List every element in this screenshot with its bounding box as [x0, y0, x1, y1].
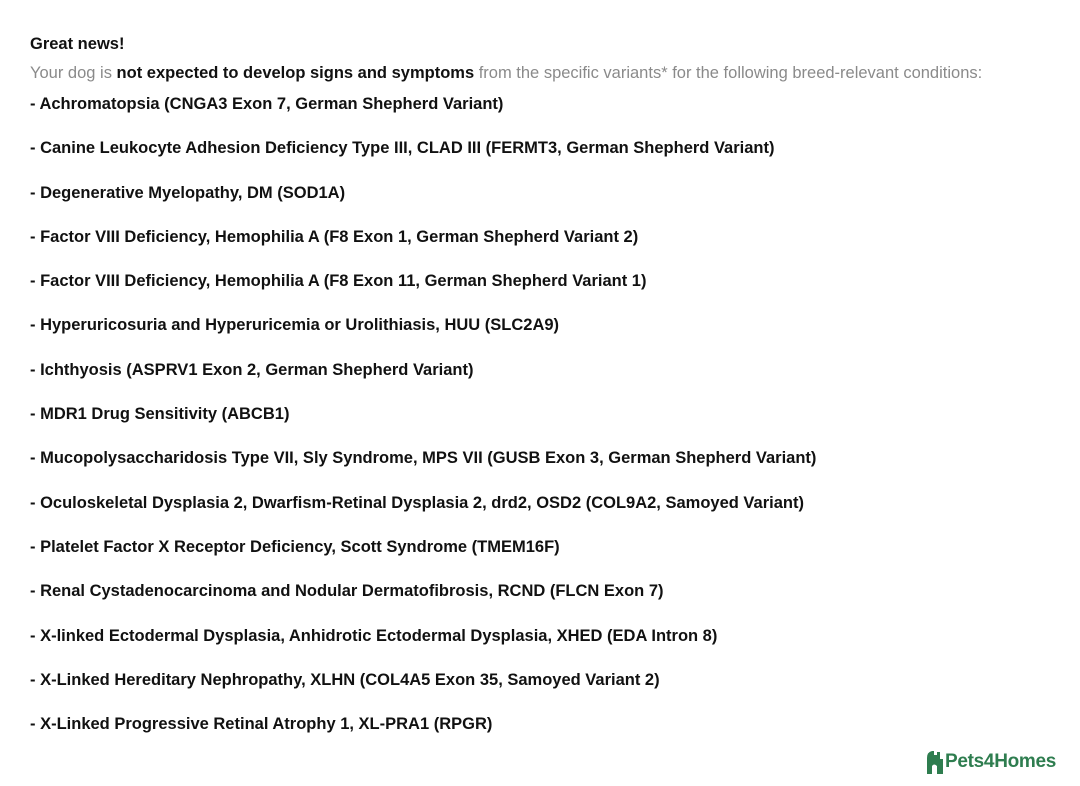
condition-item: - Degenerative Myelopathy, DM (SOD1A): [30, 183, 346, 202]
condition-item: - Mucopolysaccharidosis Type VII, Sly Syndrome, MPS VII (GUSB Exon 3, German Shepherd Variant): [30, 449, 817, 468]
condition-item: - X-Linked Progressive Retinal Atrophy 1, XL-PRA1 (RPGR): [30, 715, 493, 734]
intro-emphasis: not expected to develop signs and symptoms: [116, 64, 475, 82]
condition-item: - X-Linked Hereditary Nephropathy, XLHN (COL4A5 Exon 35, Samoyed Variant 2): [30, 670, 660, 689]
condition-item: - Factor VIII Deficiency, Hemophilia A (F8 Exon 1, German Shepherd Variant 2): [30, 227, 639, 246]
results-section: [30, 33, 1075, 757]
condition-item: - Factor VIII Deficiency, Hemophilia A (F8 Exon 11, German Shepherd Variant 1): [30, 272, 647, 291]
result-intro: [30, 62, 1075, 84]
result-heading: Great news!: [30, 35, 125, 53]
condition-item: - Platelet Factor X Receptor Deficiency, Scott Syndrome (TMEM16F): [30, 537, 560, 556]
condition-item: - Renal Cystadenocarcinoma and Nodular Dermatofibrosis, RCND (FLCN Exon 7): [30, 582, 664, 601]
condition-item: - Canine Leukocyte Adhesion Deficiency Type III, CLAD III (FERMT3, German Shepherd Variant): [30, 139, 775, 158]
condition-item: - X-linked Ectodermal Dysplasia, Anhidrotic Ectodermal Dysplasia, XHED (EDA Intron 8): [30, 626, 718, 645]
pets4homes-logo: [924, 748, 1056, 776]
condition-item: - MDR1 Drug Sensitivity (ABCB1): [30, 405, 290, 424]
condition-item: - Ichthyosis (ASPRV1 Exon 2, German Shepherd Variant): [30, 360, 474, 379]
condition-item: - Achromatopsia (CNGA3 Exon 7, German Shepherd Variant): [30, 95, 504, 113]
dog-house-icon: [924, 749, 944, 775]
conditions-list: [30, 93, 1075, 735]
intro-text-after: from the specific variants* for the following breed-relevant conditions:: [474, 64, 983, 82]
intro-text-before: Your dog is: [30, 64, 117, 82]
logo-text: Pets4Homes: [945, 751, 1057, 772]
condition-item: - Oculoskeletal Dysplasia 2, Dwarfism-Retinal Dysplasia 2, drd2, OSD2 (COL9A2, Samoyed Variant): [30, 493, 804, 512]
condition-item: - Hyperuricosuria and Hyperuricemia or Urolithiasis, HUU (SLC2A9): [30, 316, 560, 335]
